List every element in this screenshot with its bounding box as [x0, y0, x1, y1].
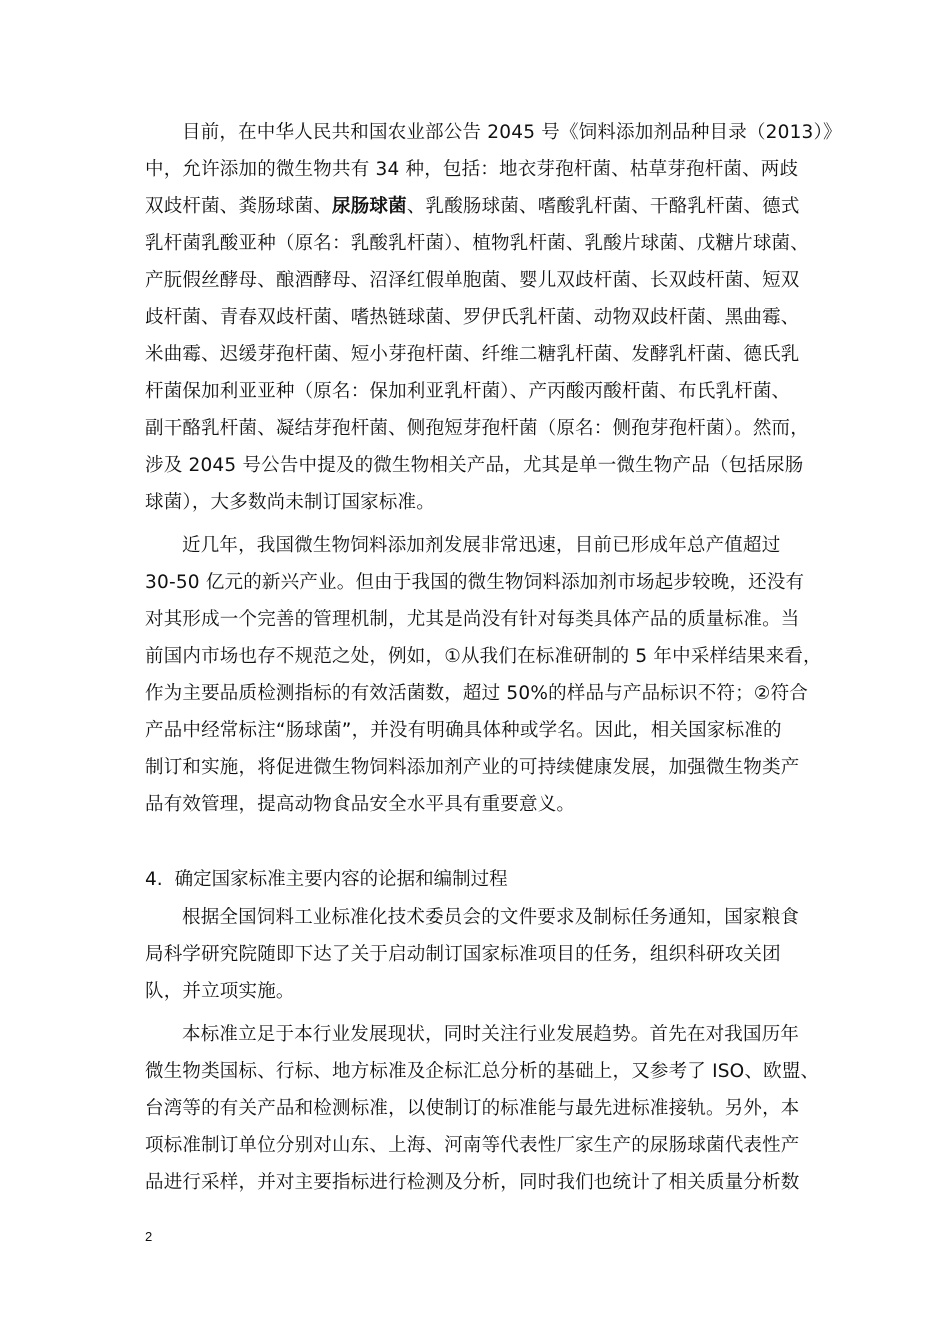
bold-term: 尿肠球菌 — [332, 196, 407, 217]
paragraph1-line-11: 球菌），大多数尚未制订国家标准。 — [145, 492, 435, 513]
paragraph1-line-7: 米曲霉、迟缓芽孢杆菌、短小芽孢杆菌、纤维二糖乳杆菌、发酵乳杆菌、德氏乳 — [145, 344, 800, 365]
paragraph4-line-1: 本标准立足于本行业发展现状，同时关注行业发展趋势。首先在对我国历年 — [182, 1024, 800, 1045]
paragraph4-line-4: 项标准制订单位分别对山东、上海、河南等代表性厂家生产的尿肠球菌代表性产 — [145, 1135, 800, 1156]
page-number: 2 — [145, 1229, 153, 1244]
paragraph2-line-6: 产品中经常标注“肠球菌”，并没有明确具体种或学名。因此，相关国家标准的 — [145, 720, 782, 741]
paragraph2-line-7: 制订和实施，将促进微生物饲料添加剂产业的可持续健康发展，加强微生物类产 — [145, 757, 800, 778]
paragraph1-line-3-head: 双歧杆菌、粪肠球菌、 — [145, 196, 333, 217]
paragraph2-line-1: 近几年，我国微生物饲料添加剂发展非常迅速，目前已形成年总产值超过 — [182, 535, 781, 556]
paragraph1-line-3 — [145, 194, 825, 220]
section-title: 确定国家标准主要内容的论据和编制过程 — [174, 869, 508, 890]
paragraph4-line-2: 微生物类国标、行标、地方标准及企标汇总分析的基础上，又参考了 ISO、欧盟、 — [145, 1061, 820, 1082]
paragraph1-line-10: 涉及 2045 号公告中提及的微生物相关产品，尤其是单一微生物产品（包括尿肠 — [145, 455, 804, 476]
paragraph1-line-3-tail: 、乳酸肠球菌、嗜酸乳杆菌、干酪乳杆菌、德式 — [406, 196, 800, 217]
paragraph3-line-3: 队，并立项实施。 — [145, 981, 295, 1002]
paragraph2-line-8: 品有效管理，提高动物食品安全水平具有重要意义。 — [145, 794, 576, 815]
paragraph1-line-9: 副干酪乳杆菌、凝结芽孢杆菌、侧孢短芽孢杆菌（原名：侧孢芽孢杆菌）。然而， — [145, 418, 809, 439]
section-heading — [145, 867, 508, 893]
paragraph2-line-5: 作为主要品质检测指标的有效活菌数，超过 50%的样品与产品标识不符；②符合 — [145, 683, 808, 704]
paragraph2-line-2: 30-50 亿元的新兴产业。但由于我国的微生物饲料添加剂市场起步较晚，还没有 — [145, 572, 805, 593]
paragraph2-line-4: 前国内市场也存不规范之处，例如，①从我们在标准研制的 5 年中采样结果来看， — [145, 646, 822, 667]
paragraph1-line-5: 产朊假丝酵母、酿酒酵母、沼泽红假单胞菌、婴儿双歧杆菌、长双歧杆菌、短双 — [145, 270, 800, 291]
section-number: 4. — [145, 869, 163, 890]
paragraph1-line-6: 歧杆菌、青春双歧杆菌、嗜热链球菌、罗伊氏乳杆菌、动物双歧杆菌、黑曲霉、 — [145, 307, 800, 328]
paragraph1-line-1: 目前，在中华人民共和国农业部公告 2045 号《饲料添加剂品种目录（2013）》 — [182, 122, 842, 143]
paragraph2-line-3: 对其形成一个完善的管理机制，尤其是尚没有针对每类具体产品的质量标准。当 — [145, 609, 800, 630]
paragraph1-line-2: 中，允许添加的微生物共有 34 种，包括：地衣芽孢杆菌、枯草芽孢杆菌、两歧 — [145, 159, 799, 180]
paragraph1-line-8: 杆菌保加利亚亚种（原名：保加利亚乳杆菌）、产丙酸丙酸杆菌、布氏乳杆菌、 — [145, 381, 791, 402]
paragraph3-line-2: 局科学研究院随即下达了关于启动制订国家标准项目的任务，组织科研攻关团 — [145, 944, 781, 965]
paragraph4-line-5: 品进行采样，并对主要指标进行检测及分析，同时我们也统计了相关质量分析数 — [145, 1172, 800, 1193]
paragraph3-line-1: 根据全国饲料工业标准化技术委员会的文件要求及制标任务通知，国家粮食 — [182, 907, 800, 928]
paragraph1-line-4: 乳杆菌乳酸亚种（原名：乳酸乳杆菌）、植物乳杆菌、乳酸片球菌、戊糖片球菌、 — [145, 233, 809, 254]
paragraph4-line-3: 台湾等的有关产品和检测标准，以使制订的标准能与最先进标准接轨。另外，本 — [145, 1098, 800, 1119]
